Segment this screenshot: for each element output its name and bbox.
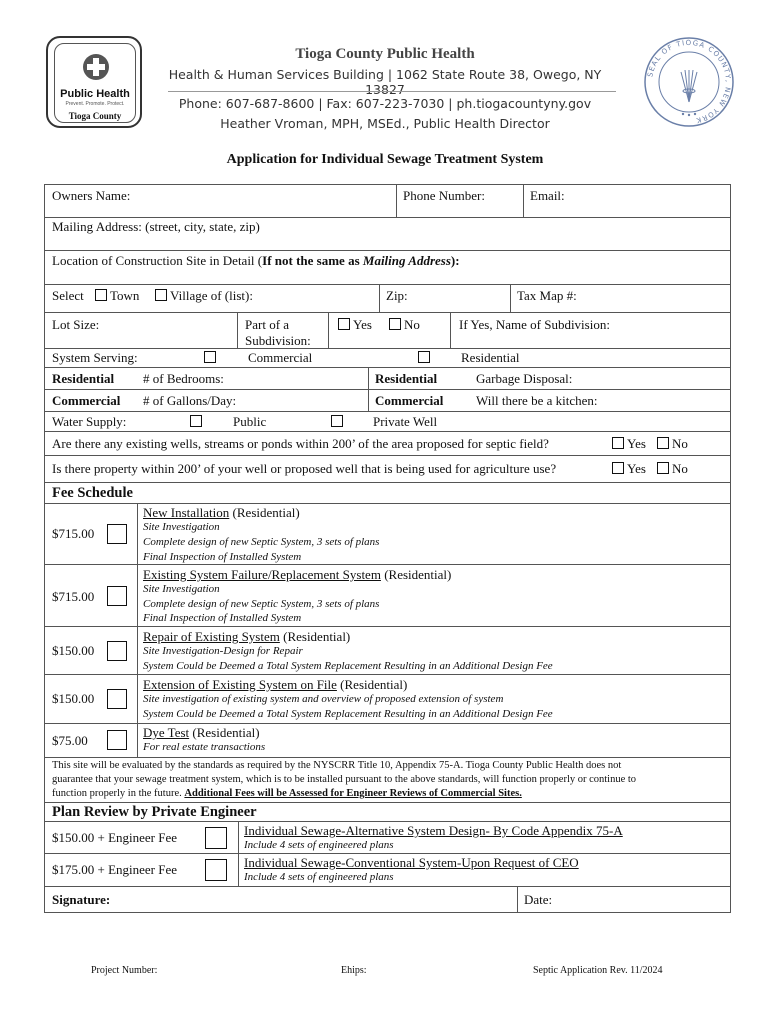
new-installation-checkbox[interactable] xyxy=(107,524,127,544)
fee-schedule-header xyxy=(44,482,731,504)
plan-review-conventional xyxy=(44,853,731,887)
water-supply-label: Water Supply: xyxy=(52,414,127,429)
fee-title: New Installation (Residential) xyxy=(143,505,300,520)
fee-detail: System Could be Deemed a Total System Replacement Resulting in an Additional Design Fee xyxy=(143,708,553,720)
system-serving-row xyxy=(44,348,731,368)
divider xyxy=(517,887,518,913)
organization-address: Health & Human Services Building | 1062 State Route 38, Owego, NY 13827 xyxy=(168,67,602,97)
divider xyxy=(137,504,138,565)
agriculture-no-checkbox[interactable] xyxy=(657,462,669,474)
zip-label: Zip: xyxy=(386,288,408,303)
public-water-checkbox[interactable] xyxy=(190,414,205,430)
commercial-section-label-2: Commercial xyxy=(375,393,444,408)
wells-question-row xyxy=(44,431,731,456)
plan-review-title: Individual Sewage-Conventional System-Upon Request of CEO xyxy=(244,855,579,870)
fee-detail: Complete design of new Septic System, 3 sets of plans xyxy=(143,536,380,548)
plan-review-note: Include 4 sets of engineered plans xyxy=(244,839,394,851)
form-title: Application for Individual Sewage Treatment System xyxy=(226,152,544,167)
email-label: Email: xyxy=(530,188,565,203)
divider xyxy=(328,313,329,349)
plan-review-heading: Plan Review by Private Engineer xyxy=(52,804,257,820)
mailing-address-label: Mailing Address: (street, city, state, zip) xyxy=(52,219,260,234)
fee-price: $715.00 xyxy=(52,589,95,604)
agriculture-question: Is there property within 200’ of your well or proposed well that is being used for agriculture use? xyxy=(52,461,557,476)
fee-detail: System Could be Deemed a Total System Replacement Resulting in an Additional Design Fee xyxy=(143,660,553,672)
fee-item-dye-test xyxy=(44,723,731,758)
divider xyxy=(137,565,138,627)
commercial-checkbox[interactable] xyxy=(204,350,219,366)
wells-no-option[interactable]: No xyxy=(657,436,688,452)
logo-county: Tioga County xyxy=(68,111,122,121)
plan-review-fee: $150.00 + Engineer Fee xyxy=(52,830,178,845)
fee-price: $150.00 xyxy=(52,643,95,658)
fee-title: Repair of Existing System (Residential) xyxy=(143,629,351,644)
part-of-subdivision-label: Part of a xyxy=(245,317,290,332)
plan-review-note: Include 4 sets of engineered plans xyxy=(244,871,394,883)
divider xyxy=(396,185,397,218)
divider xyxy=(137,675,138,724)
residential-row xyxy=(44,367,731,390)
select-label: Select xyxy=(52,288,84,303)
private-well-checkbox[interactable] xyxy=(331,414,346,430)
subdivision-yes-option[interactable]: Yes xyxy=(338,317,372,333)
signature-label: Signature: xyxy=(52,892,111,907)
divider xyxy=(238,822,239,854)
public-water-label: Public xyxy=(233,414,267,429)
fee-schedule-heading: Fee Schedule xyxy=(52,485,133,501)
divider xyxy=(137,627,138,675)
lot-row xyxy=(44,312,731,349)
organization-director: Heather Vroman, MPH, MSEd., Public Health Director xyxy=(220,116,550,131)
signature-row xyxy=(44,886,731,913)
disclaimer-line: guarantee that your sewage treatment system, which is to be installed pursuant to the above standards, will function properly or continue to xyxy=(52,774,637,785)
disclaimer-line: This site will be evaluated by the standards as required by the NYSCRR Title 10, Appendix 75-A. Tioga County Public Health does not xyxy=(52,760,622,771)
subdivision-no-checkbox[interactable] xyxy=(389,318,401,330)
header-divider xyxy=(168,91,616,92)
fee-item-replacement xyxy=(44,564,731,627)
kitchen-label: Will there be a kitchen: xyxy=(476,393,598,408)
replacement-checkbox[interactable] xyxy=(107,586,127,606)
alternative-design-checkbox[interactable] xyxy=(205,827,227,849)
logo-tagline: Prevent. Promote. Protect. xyxy=(65,101,125,107)
subdivision-label: Subdivision: xyxy=(245,333,311,348)
commercial-label: Commercial xyxy=(248,350,313,365)
conventional-design-checkbox[interactable] xyxy=(205,859,227,881)
divider xyxy=(238,854,239,887)
town-checkbox[interactable] xyxy=(95,289,107,301)
mailing-row xyxy=(44,217,731,251)
plan-review-alternative xyxy=(44,821,731,854)
fee-detail: Site Investigation xyxy=(143,583,220,595)
fee-detail: Complete design of new Septic System, 3 sets of plans xyxy=(143,598,380,610)
fee-detail: Site Investigation xyxy=(143,521,220,533)
fee-price: $150.00 xyxy=(52,691,95,706)
dye-test-checkbox[interactable] xyxy=(107,730,127,750)
gallons-label: # of Gallons/Day: xyxy=(143,393,237,408)
fee-detail: Final Inspection of Installed System xyxy=(143,551,302,563)
subdivision-name-label: If Yes, Name of Subdivision: xyxy=(459,317,610,332)
repair-checkbox[interactable] xyxy=(107,641,127,661)
organization-title: Tioga County Public Health xyxy=(295,46,475,62)
owners-name-label: Owners Name: xyxy=(52,188,131,203)
fee-price: $75.00 xyxy=(52,733,88,748)
plan-review-header xyxy=(44,802,731,822)
garbage-disposal-label: Garbage Disposal: xyxy=(476,371,573,386)
ehips-label: Ehips: xyxy=(341,965,367,976)
fee-item-new-installation xyxy=(44,503,731,565)
fee-title: Dye Test (Residential) xyxy=(143,725,260,740)
fee-title: Extension of Existing System on File (Residential) xyxy=(143,677,408,692)
fee-detail: For real estate transactions xyxy=(143,741,266,753)
divider xyxy=(368,390,369,412)
fee-detail: Site investigation of existing system and overview of proposed extension of system xyxy=(143,693,504,705)
wells-no-checkbox[interactable] xyxy=(657,437,669,449)
fee-detail: Final Inspection of Installed System xyxy=(143,612,302,624)
town-option[interactable]: Town xyxy=(95,288,139,304)
municipality-row xyxy=(44,284,731,313)
agriculture-question-row xyxy=(44,455,731,483)
subdivision-yes-checkbox[interactable] xyxy=(338,318,350,330)
disclaimer-line: function properly in the future. Additional Fees will be Assessed for Engineer Reviews of Commercial Sites. xyxy=(52,788,522,799)
location-row xyxy=(44,250,731,285)
disclaimer xyxy=(44,757,731,803)
fee-item-extension xyxy=(44,674,731,724)
private-well-label: Private Well xyxy=(373,414,438,429)
lot-size-label: Lot Size: xyxy=(52,317,100,332)
agriculture-yes-option[interactable]: Yes xyxy=(612,461,646,477)
divider xyxy=(368,368,369,390)
subdivision-no-option[interactable]: No xyxy=(389,317,420,333)
date-label: Date: xyxy=(524,892,553,907)
village-checkbox[interactable] xyxy=(155,289,167,301)
svg-text:SEAL OF TIOGA COUNTY, NEW YORK: SEAL OF TIOGA COUNTY, NEW YORK xyxy=(646,38,733,125)
divider xyxy=(379,285,380,313)
plan-review-title: Individual Sewage-Alternative System Design- By Code Appendix 75-A xyxy=(244,823,623,838)
extension-checkbox[interactable] xyxy=(107,689,127,709)
fee-item-repair xyxy=(44,626,731,675)
county-seal xyxy=(643,36,735,128)
divider xyxy=(137,724,138,758)
logo-title: Public Health xyxy=(60,88,130,100)
agriculture-no-option[interactable]: No xyxy=(657,461,688,477)
project-number-label: Project Number: xyxy=(91,965,158,976)
organization-contact: Phone: 607-687-8600 | Fax: 607-223-7030 | ph.tiogacountyny.gov xyxy=(178,96,592,111)
wells-question: Are there any existing wells, streams or ponds within 200’ of the area proposed for septic field? xyxy=(52,436,549,451)
location-label: Location of Construction Site in Detail (If not the same as Mailing Address): xyxy=(52,253,460,268)
commercial-row xyxy=(44,389,731,412)
owner-row xyxy=(44,184,731,218)
residential-section-label-2: Residential xyxy=(375,371,438,386)
fee-detail: Site Investigation-Design for Repair xyxy=(143,645,303,657)
divider xyxy=(510,285,511,313)
wells-yes-checkbox[interactable] xyxy=(612,437,624,449)
wells-yes-option[interactable]: Yes xyxy=(612,436,646,452)
residential-label: Residential xyxy=(461,350,520,365)
phone-number-label: Phone Number: xyxy=(403,188,485,203)
divider xyxy=(523,185,524,218)
fee-title: Existing System Failure/Replacement System (Residential) xyxy=(143,567,452,582)
residential-section-label: Residential xyxy=(52,371,115,386)
tax-map-label: Tax Map #: xyxy=(517,288,577,303)
village-option[interactable]: Village of (list): xyxy=(155,288,253,304)
commercial-section-label: Commercial xyxy=(52,393,121,408)
fee-price: $715.00 xyxy=(52,526,95,541)
divider xyxy=(237,313,238,349)
bedrooms-label: # of Bedrooms: xyxy=(143,371,224,386)
plan-review-fee: $175.00 + Engineer Fee xyxy=(52,862,178,877)
water-supply-row xyxy=(44,411,731,432)
divider xyxy=(450,313,451,349)
revision-label: Septic Application Rev. 11/2024 xyxy=(533,965,663,976)
residential-checkbox[interactable] xyxy=(418,350,433,366)
system-serving-label: System Serving: xyxy=(52,350,138,365)
agriculture-yes-checkbox[interactable] xyxy=(612,462,624,474)
